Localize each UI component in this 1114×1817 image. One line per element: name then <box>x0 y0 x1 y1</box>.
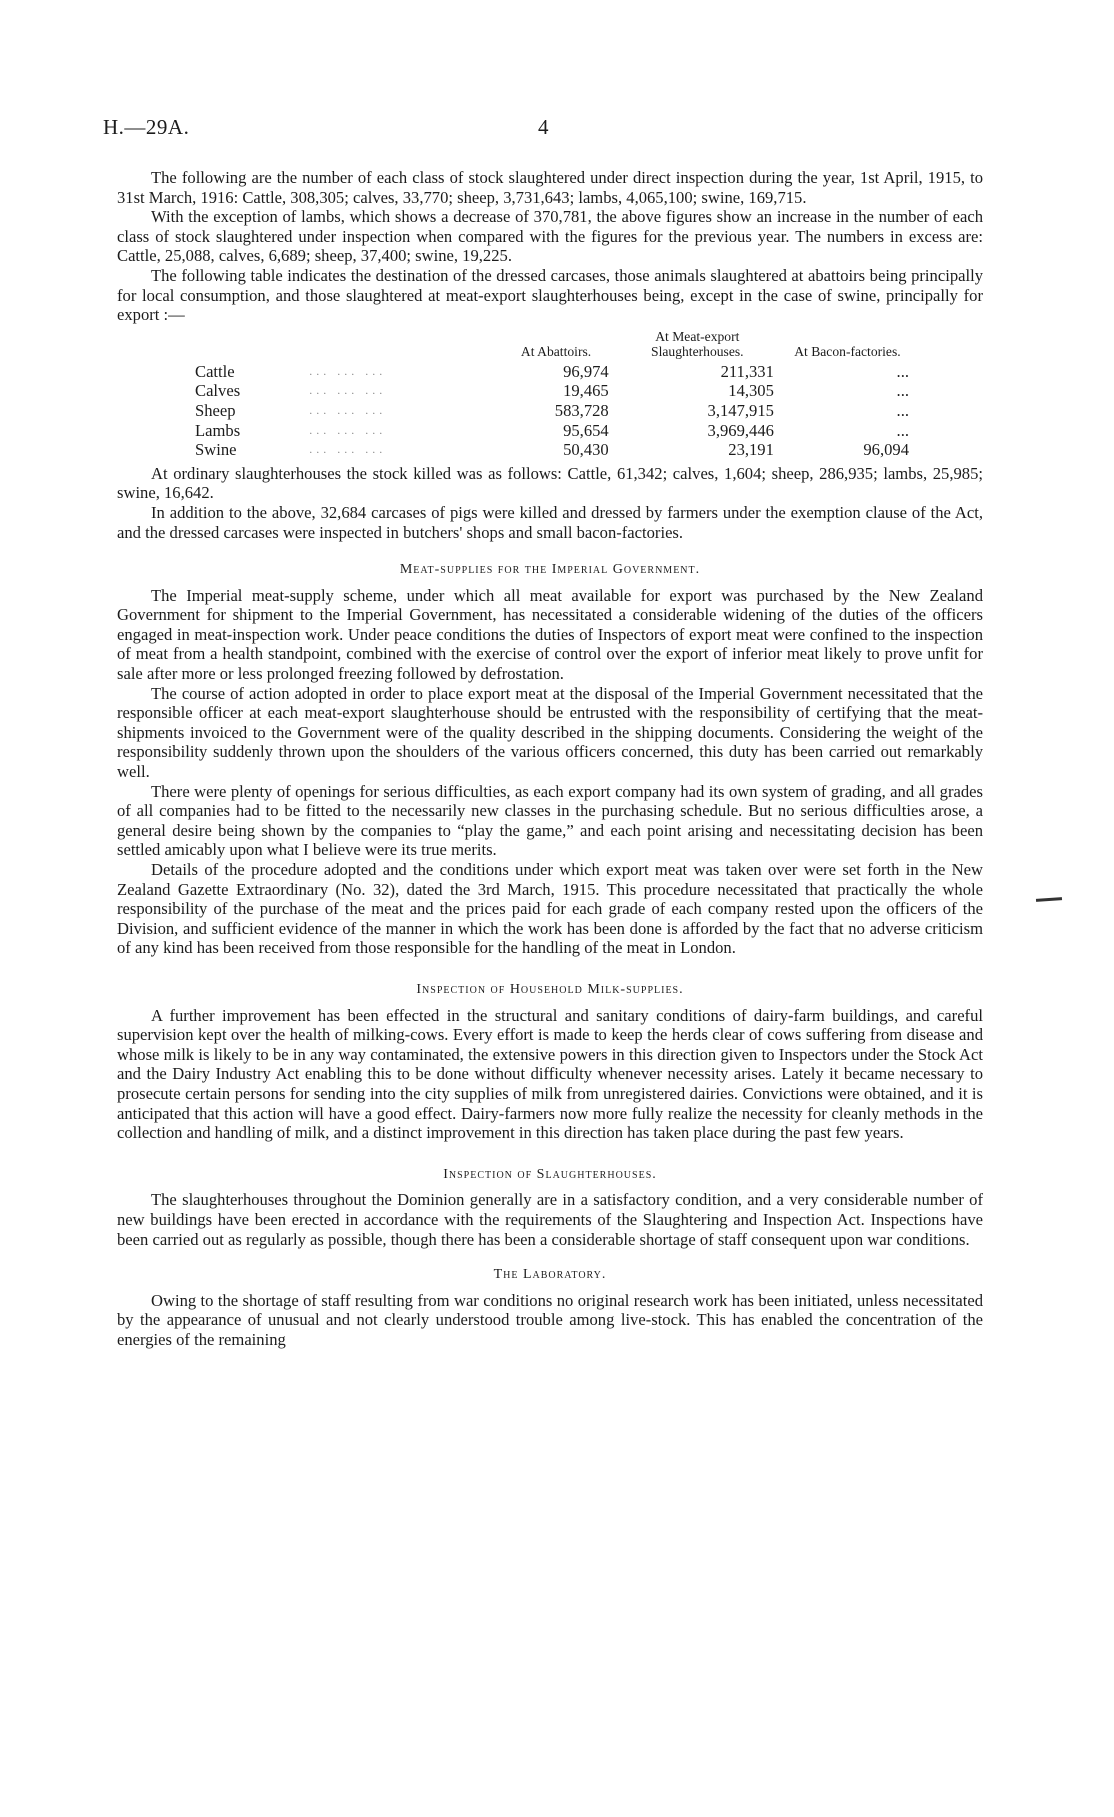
paragraph: The slaughterhouses throughout the Dominion generally are in a satisfactory condition, and a very considerable number of new buildings have been erected in accordance with the requirements of the Slaughtering and Inspection Act. Inspections have been carried out as regularly as possible, though there has been a considerable shortage of staff consequent upon war conditions. <box>117 1190 983 1249</box>
cell-meat-export: 23,191 <box>728 440 774 460</box>
cell-meat-export: 3,969,446 <box>707 420 774 440</box>
paragraph: In addition to the above, 32,684 carcases of pigs were killed and dressed by farmers under the exemption clause of the Act, and the dressed carcases were inspected in butchers' shops and small bacon-factories. <box>117 502 983 542</box>
table-row <box>195 381 915 401</box>
section-heading-slaughterhouses: Inspection of Slaughterhouses. <box>443 1166 657 1182</box>
document-reference: H.—29A. <box>103 115 190 139</box>
row-label: Lambs <box>195 420 241 440</box>
row-label: Swine <box>195 440 237 460</box>
cell-bacon: 96,094 <box>863 440 909 460</box>
paragraph: Owing to the shortage of staff resulting from war conditions no original research work has been initiated, unless necessitated by the appearance of unusual and not clearly understood trouble among live-stock. This has enabled the concentration of the energies of the remaining <box>117 1290 983 1349</box>
cell-meat-export: 211,331 <box>720 361 774 381</box>
table-header-row <box>195 329 915 362</box>
margin-mark <box>1036 897 1062 902</box>
cell-meat-export: 14,305 <box>728 381 774 401</box>
cell-bacon: ... <box>896 381 909 401</box>
paragraph: Details of the procedure adopted and the conditions under which export meat was taken over were set forth in the New Zealand Gazette Extraordinary (No. 32), dated the 3rd March, 1915. This procedure necessitated that practically the whole responsibility of the purchase of the meat and the prices paid for each grade of each company rested upon the officers of the Division, and sufficient evidence of the manner in which the work has been done is afforded by the fact that no adverse criticism of any kind has been received from those responsible for the handling of the meat in London. <box>117 860 983 958</box>
table-row <box>195 401 915 421</box>
document-body <box>117 168 983 1349</box>
section-heading-meat-supplies: Meat-supplies for the Imperial Government. <box>399 562 701 578</box>
cell-abattoirs: 19,465 <box>563 381 609 401</box>
leader-dots: ... ... ... <box>309 442 387 457</box>
table-row <box>195 421 915 441</box>
paragraph: There were plenty of openings for serious difficulties, as each export company had its own system of grading, and all grades of all companies had to be fitted to the necessarily new classes in the purchasing schedule. But no serious difficulties arose, a general desire being shown by the companies to “play the game,” and each point arising and necessitating decision has been settled amicably upon what I believe were its true merits. <box>117 781 983 860</box>
column-header-abattoirs: At Abattoirs. <box>520 343 592 359</box>
row-label: Calves <box>195 381 241 401</box>
cell-abattoirs: 50,430 <box>563 440 609 460</box>
paragraph: The course of action adopted in order to place export meat at the disposal of the Imperial Government necessitated that the responsible officer at each meat-export slaughterhouse should be entrusted with the responsibility of certifying that the meat-shipments invoiced to the Government were of the quality described in the shipping documents. Considering the weight of the responsibility suddenly thrown upon the shoulders of the various officers concerned, this duty has been carried out remarkably well. <box>117 683 983 782</box>
stock-destination-table <box>195 329 915 460</box>
cell-abattoirs: 583,728 <box>554 400 609 420</box>
paragraph: A further improvement has been effected in the structural and sanitary conditions of dairy-farm buildings, and careful supervision kept over the health of milking-cows. Every effort is made to keep the herds clear of cows suffering from disease and whose milk is likely to be in any way contaminated, the extensive powers in this direction given to Inspectors under the Stock Act and the Dairy Industry Act enabling this to be done without difficulty whenever necessity arises. Lately it became necessary to prosecute certain persons for sending into the city supplies of milk from unregistered dairies. Convictions were obtained, and it is anticipated that this action will have a good effect. Dairy-farmers now more fully realize the necessity for cleanly methods in the collection and handling of milk, and a distinct improvement in this direction has taken place during the past few years. <box>117 1005 983 1143</box>
column-header-meat-export: At Meat-export Slaughterhouses. <box>651 328 744 359</box>
cell-meat-export: 3,147,915 <box>707 400 774 420</box>
row-label: Cattle <box>195 361 235 381</box>
paragraph: The following are the number of each class of stock slaughtered under direct inspection during the year, 1st April, 1915, to 31st March, 1916: Cattle, 308,305; calves, 33,770; sheep, 3,731,643; lambs, 4,065,100; swine, 169,715. <box>117 168 983 207</box>
table-row <box>195 440 915 460</box>
leader-dots: ... ... ... <box>309 422 387 437</box>
row-label: Sheep <box>195 400 236 420</box>
paragraph: At ordinary slaughterhouses the stock killed was as follows: Cattle, 61,342; calves, 1,604; sheep, 286,935; lambs, 25,985; swine, 16,642. <box>117 463 983 503</box>
leader-dots: ... ... ... <box>309 363 387 378</box>
cell-bacon: ... <box>896 420 909 440</box>
paragraph: The Imperial meat-supply scheme, under which all meat available for export was purchased by the New Zealand Government for shipment to the Imperial Government, has necessitated a considerable widening of the duties of the officers engaged in meat-inspection work. Under peace conditions the duties of Inspectors of export meat were confined to the inspection of meat from a health standpoint, combined with the exercise of control over the export of inferior meat likely to prove unfit for sale after more or less prolonged freezing followed by defrostation. <box>117 585 983 684</box>
cell-abattoirs: 96,974 <box>563 361 609 381</box>
page-header <box>103 115 983 146</box>
cell-bacon: ... <box>896 361 909 381</box>
page-number: 4 <box>538 115 549 139</box>
paragraph: With the exception of lambs, which shows a decrease of 370,781, the above figures show an increase in the number of each class of stock slaughtered under inspection when compared with the figures for the previous year. The numbers in excess are: Cattle, 25,088, calves, 6,689; sheep, 37,400; swine, 19,225. <box>117 207 983 266</box>
cell-bacon: ... <box>896 400 909 420</box>
leader-dots: ... ... ... <box>309 402 387 417</box>
leader-dots: ... ... ... <box>309 383 387 398</box>
paragraph: The following table indicates the destination of the dressed carcases, those animals slaughtered at abattoirs being principally for local consumption, and those slaughtered at meat-export slaughterhouses being, except in the case of swine, principally for export :— <box>117 265 983 325</box>
table-row <box>195 362 915 382</box>
column-header-bacon-factories: At Bacon-factories. <box>794 343 901 359</box>
cell-abattoirs: 95,654 <box>563 420 609 440</box>
section-heading-milk-supplies: Inspection of Household Milk-supplies. <box>416 981 684 997</box>
section-heading-laboratory: The Laboratory. <box>493 1267 607 1283</box>
